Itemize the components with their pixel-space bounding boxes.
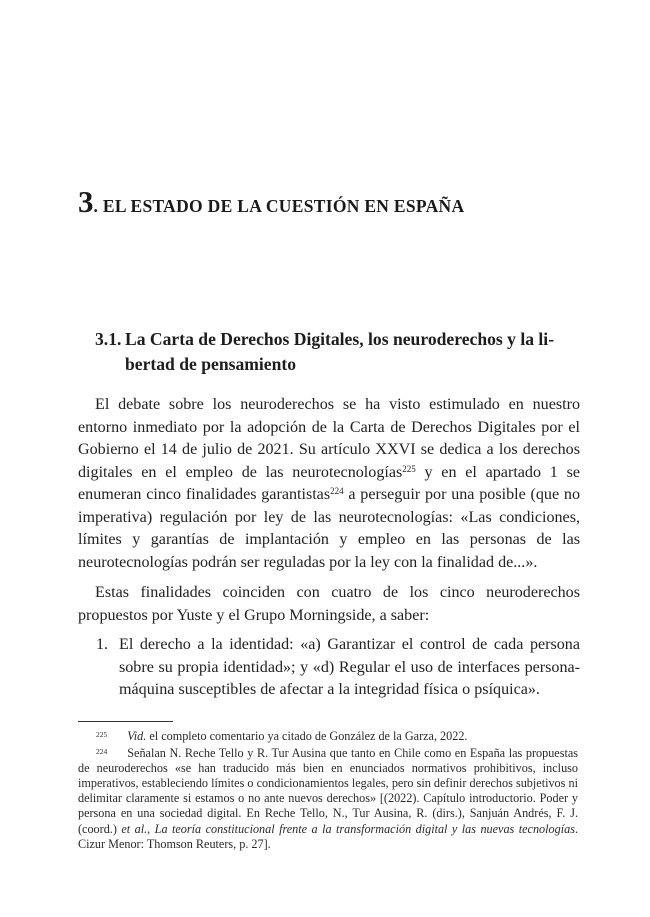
footnote-italic: Vid. (127, 729, 147, 743)
footnote-text-2: , (147, 821, 155, 836)
list-item-text: El derecho a la identidad: «a) Garantizar el control de cada persona sobre su propia identidad»; y «d) Regular el uso de interfaces persona-máquina susceptibles de afectar a la integridad física o psíquica». (119, 636, 580, 698)
paragraph-2: Estas finalidades coinciden con cuatro de los cinco neuroderechos propuestos por Yuste y el Grupo Morningside, a saber: (78, 584, 580, 624)
section-number: 3.1. (95, 329, 122, 349)
footnote-ref-225: 225 (402, 463, 416, 474)
footnotes (78, 727, 578, 852)
footnote-text: el completo comentario ya citado de González de la Garza, 2022. (146, 729, 468, 743)
section-heading (95, 327, 580, 377)
section-title-line-2: bertad de pensamiento (125, 354, 297, 374)
footnote-italic: et al. (121, 821, 148, 836)
footnote-number: 224 (96, 747, 108, 757)
footnote-number: 225 (96, 730, 108, 739)
chapter-number: 3 (78, 184, 94, 219)
footnote-text: Señalan N. Reche Tello y R. Tur Ausina que tanto en Chile como en España las propuestas de neuroderechos «se han traducido más bien en enunciados normativos prohibitivos, incluso imperativos, estableciendo límites o condicionamientos legales, pero sin definir derechos subjetivos ni delimitar claramente si estamos o no ante nuevos derechos» [(2022). Capítulo introductorio. Poder y persona en una sociedad digital. En Reche Tello, N., Tur Ausina, R. (dirs.), Sanjuán Andrés, F. J. (coord.) (78, 746, 578, 836)
footnote-divider (78, 721, 173, 722)
footnote-225 (78, 727, 578, 744)
footnote-book-title: La teoría constitucional frente a la transformación digital y las nuevas tecnologías (154, 821, 575, 836)
numbered-list (96, 634, 580, 702)
paragraph-1-text-c: a perseguir por una posible (que no imperativa) regulación por ley de las neurotecnologías: «Las condiciones, límites y garantías de implantación y empleo en las personas de las neurotecnologías podrán ser reguladas por la ley con la finalidad de...». (78, 486, 580, 571)
list-item (96, 634, 580, 702)
footnote-224 (78, 744, 578, 852)
paragraph-1 (78, 394, 580, 574)
section-heading-line-1 (95, 327, 580, 352)
list-item-number: 1. (96, 636, 109, 653)
footnote-ref-224: 224 (330, 486, 344, 496)
body-text (78, 394, 580, 627)
chapter-title: . EL ESTADO DE LA CUESTIÓN EN ESPAÑA (93, 196, 465, 216)
footnote-text-3: . Cizur Menor: Thomson Reuters, p. 27]. (78, 821, 578, 851)
section-title-line-1: La Carta de Derechos Digitales, los neuroderechos y la li- (125, 329, 555, 349)
chapter-heading (78, 183, 464, 220)
paragraph-1-text-b: y en el apartado 1 se enumeran cinco finalidades garantistas (78, 463, 580, 503)
paragraph-1-text-a: El debate sobre los neuroderechos se ha visto estimulado en nuestro entorno inmediato por la adopción de la Carta de Derechos Digitales por el Gobierno el 14 de julio de 2021. Su artículo XXVI se dedica a los derechos digitales en el empleo de las neurotecnologías (78, 396, 580, 481)
